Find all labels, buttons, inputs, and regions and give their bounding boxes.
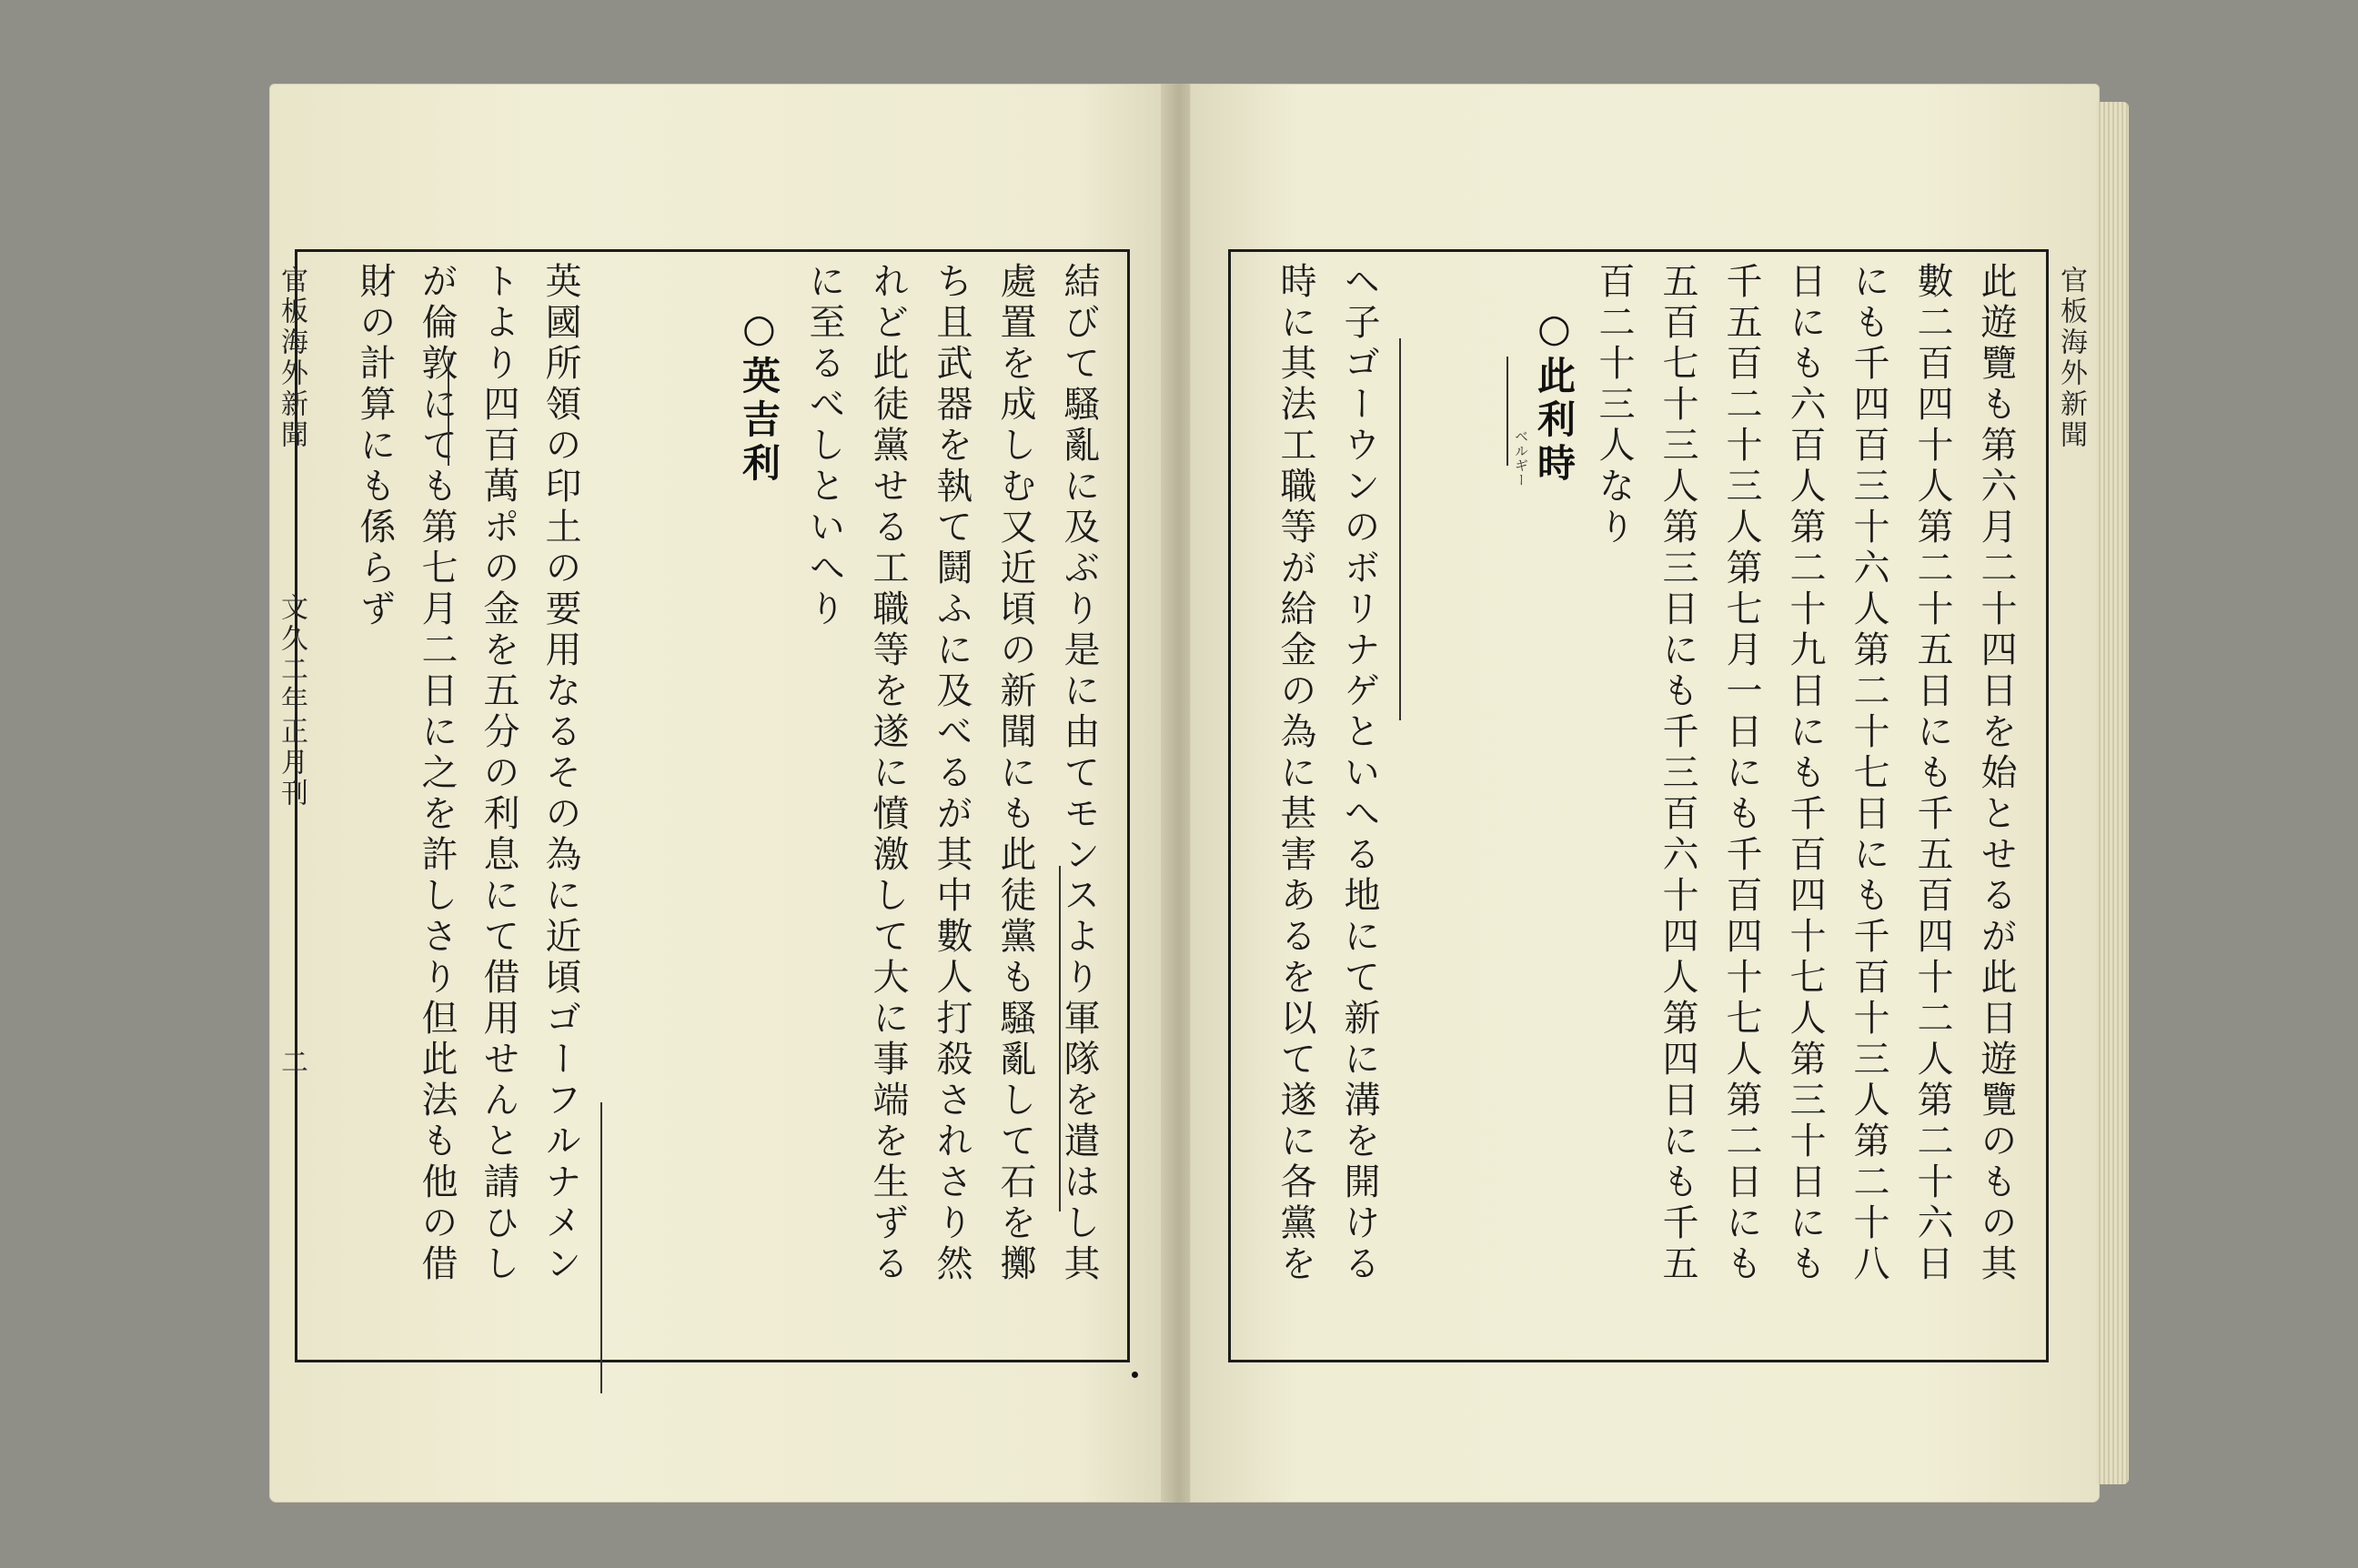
right-column-7: 百二十三人なり — [1593, 262, 1635, 548]
left-column-8: トより四百萬ポの金を五分の利息にて借用せんと請ひし — [478, 262, 519, 1285]
left-column-7: 英國所領の印土の要用なるその為に近頃ゴーフルナメン — [539, 262, 581, 1285]
right-header: 官板海外新聞 — [2055, 266, 2087, 451]
left-column-1: 結びて騷亂に及ぶり是に由てモンスより軍隊を遣はし其 — [1058, 262, 1100, 1285]
edition-date: 文久二年正月刊 — [276, 593, 307, 809]
page-edges — [2096, 102, 2129, 1484]
proper-noun-line — [600, 1102, 602, 1393]
proper-noun-line — [1506, 357, 1508, 466]
right-column-2: 數二百四十人第二十五日にも千五百四十二人第二十六日 — [1911, 262, 1953, 1285]
ink-dot — [1132, 1372, 1138, 1378]
left-column-4: れど此徒黨せる工職等を遂に憤激して大に事端を生ずる — [867, 262, 909, 1285]
right-column-6: 五百七十三人第三日にも千三百六十四人第四日にも千五 — [1657, 262, 1698, 1285]
left-column-2: 處置を成しむ又近頃の新聞にも此徒黨も騷亂して石を擲 — [994, 262, 1036, 1285]
right-column-5: 千五百二十三人第七月一日にも千百四十七人第二日にも — [1720, 262, 1762, 1285]
left-column-5: に至るべしといへり — [803, 262, 845, 630]
proper-noun-line — [1399, 338, 1401, 720]
left-header: 官板海外新聞 — [276, 266, 307, 451]
left-page — [269, 84, 1168, 1503]
right-column-9: ヘ子ゴーウンのボリナゲといへる地にて新に溝を開ける — [1338, 262, 1380, 1285]
section-heading-belgium: ○此利時 — [1532, 306, 1577, 487]
right-column-1: 此遊覽も第六月二十四日を始とせるが此日遊覽のもの其 — [1975, 262, 2017, 1285]
proper-noun-line — [448, 357, 449, 466]
proper-noun-line — [1059, 866, 1061, 1211]
page-number: 二 — [276, 1048, 307, 1079]
open-book — [269, 84, 2125, 1503]
right-page — [1190, 84, 2100, 1503]
furigana: ベルギー — [1513, 429, 1529, 487]
right-column-4: 日にも六百人第二十九日にも千百四十七人第三十日にも — [1784, 262, 1826, 1285]
right-column-3: にも千四百三十六人第二十七日にも千百十三人第二十八 — [1848, 262, 1889, 1285]
section-heading-england: ○英吉利 — [737, 306, 781, 487]
left-column-9: が倫敦にても第七月二日に之を許しさり但此法も他の借 — [416, 262, 458, 1285]
right-column-10: 時に其法工職等が給金の為に甚害あるを以て遂に各黨を — [1275, 262, 1316, 1285]
left-column-3: ち且武器を執て鬪ふに及べるが其中數人打殺されさり然 — [931, 262, 972, 1285]
left-column-10: 財の計算にも係らず — [354, 262, 396, 630]
